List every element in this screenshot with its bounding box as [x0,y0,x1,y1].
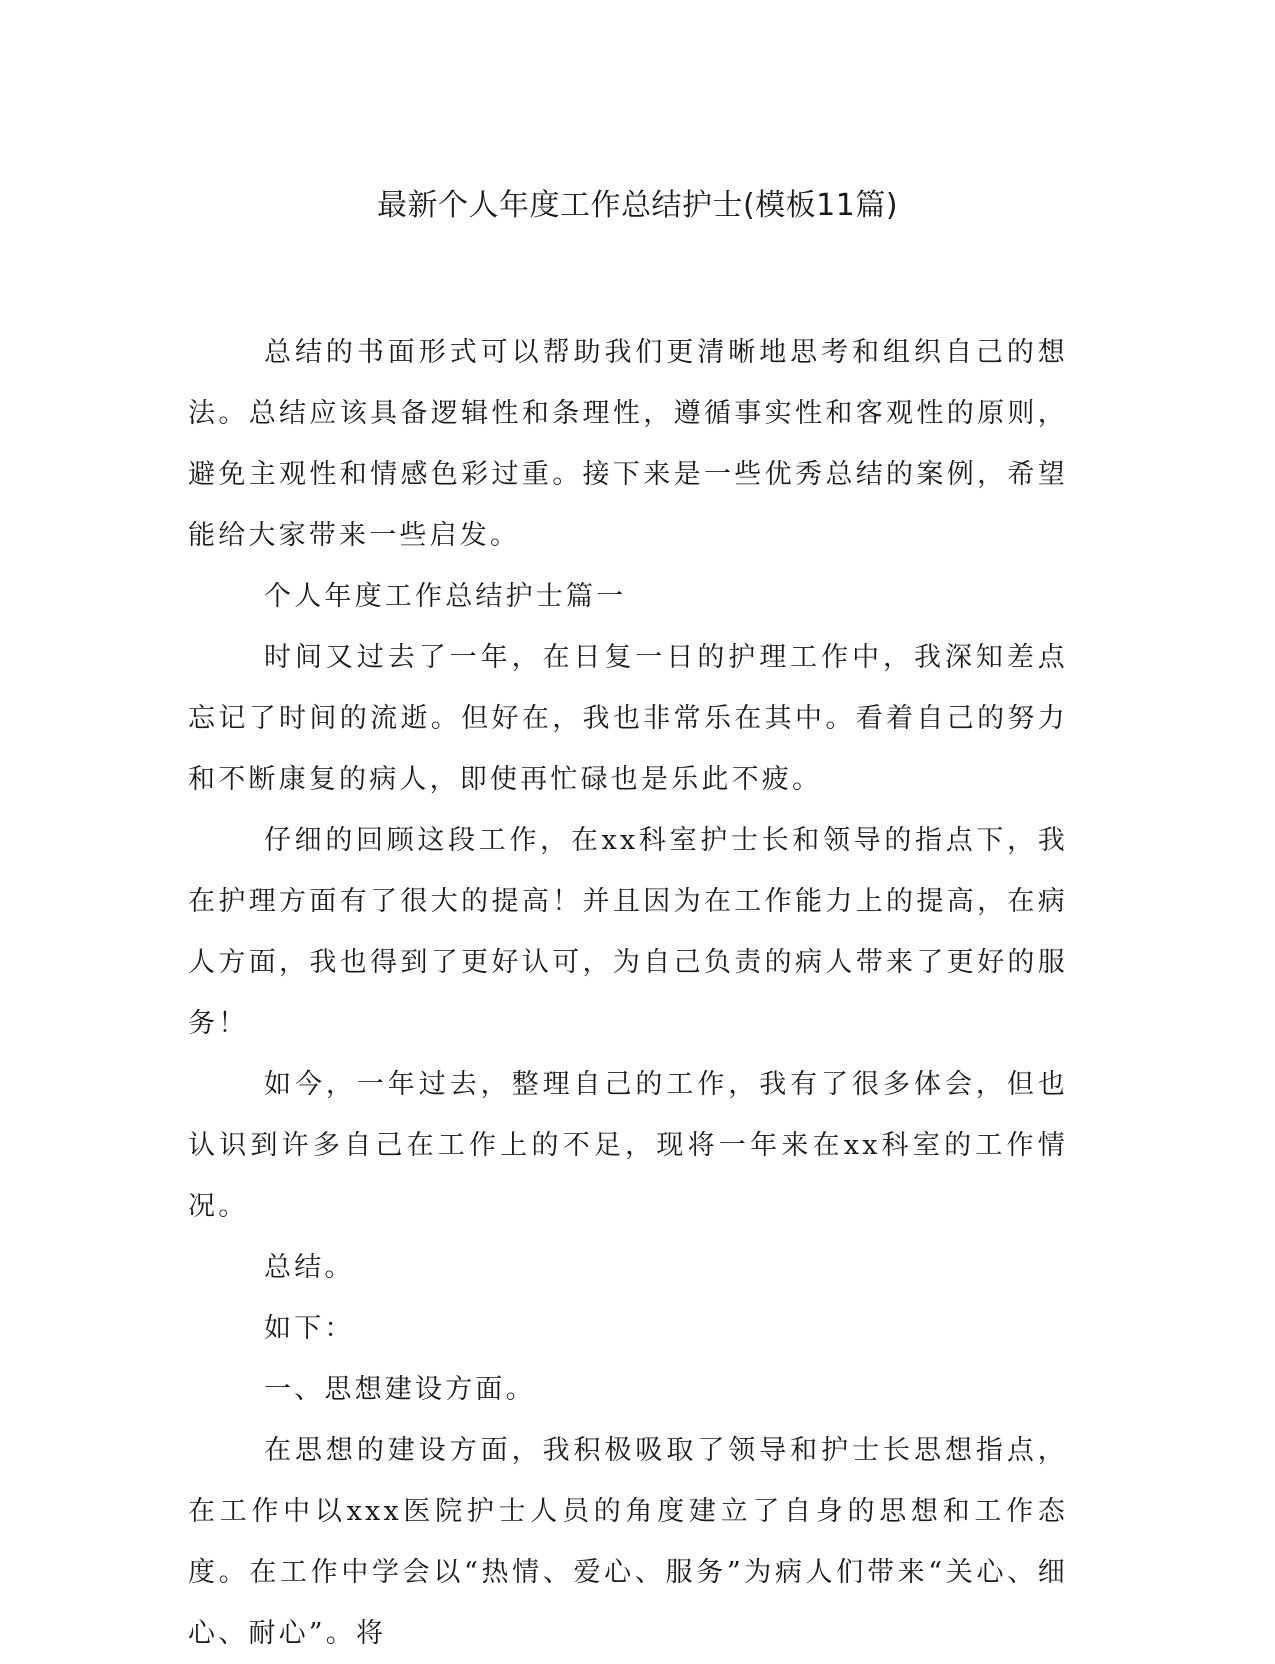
document-body [188,322,1068,1664]
section-heading-thought: 一、思想建设方面。 [264,1374,536,1405]
paragraph: 时间又过去了一年，在日复一日的护理工作中，我深知差点忘记了时间的流逝。但好在，我也非常乐在其中。看着自己的努力和不断康复的病人，即使再忙碌也是乐此不疲。 [188,642,1068,795]
paragraph: 如下： [264,1313,355,1344]
paragraph-intro: 总结的书面形式可以帮助我们更清晰地思考和组织自己的想法。总结应该具备逻辑性和条理性，遵循事实性和客观性的原则，避免主观性和情感色彩过重。接下来是一些优秀总结的案例，希望能给大家带来一些启发。 [188,337,1068,551]
paragraph: 在思想的建设方面，我积极吸取了领导和护士长思想指点，在工作中以xxx医院护士人员的角度建立了自身的思想和工作态度。在工作中学会以“热情、爱心、服务”为病人们带来“关心、细心、耐心”。将 [188,1435,1068,1649]
paragraph: 仔细的回顾这段工作，在xx科室护士长和领导的指点下，我在护理方面有了很大的提高！并且因为在工作能力上的提高，在病人方面，我也得到了更好认可，为自己负责的病人带来了更好的服务！ [188,825,1068,1039]
document-title: 最新个人年度工作总结护士(模板11篇) [376,188,899,223]
section-heading-chapter-1: 个人年度工作总结护士篇一 [264,581,627,612]
paragraph: 如今，一年过去，整理自己的工作，我有了很多体会，但也认识到许多自己在工作上的不足，现将一年来在xx科室的工作情况。 [188,1069,1068,1222]
paragraph: 总结。 [264,1252,355,1283]
